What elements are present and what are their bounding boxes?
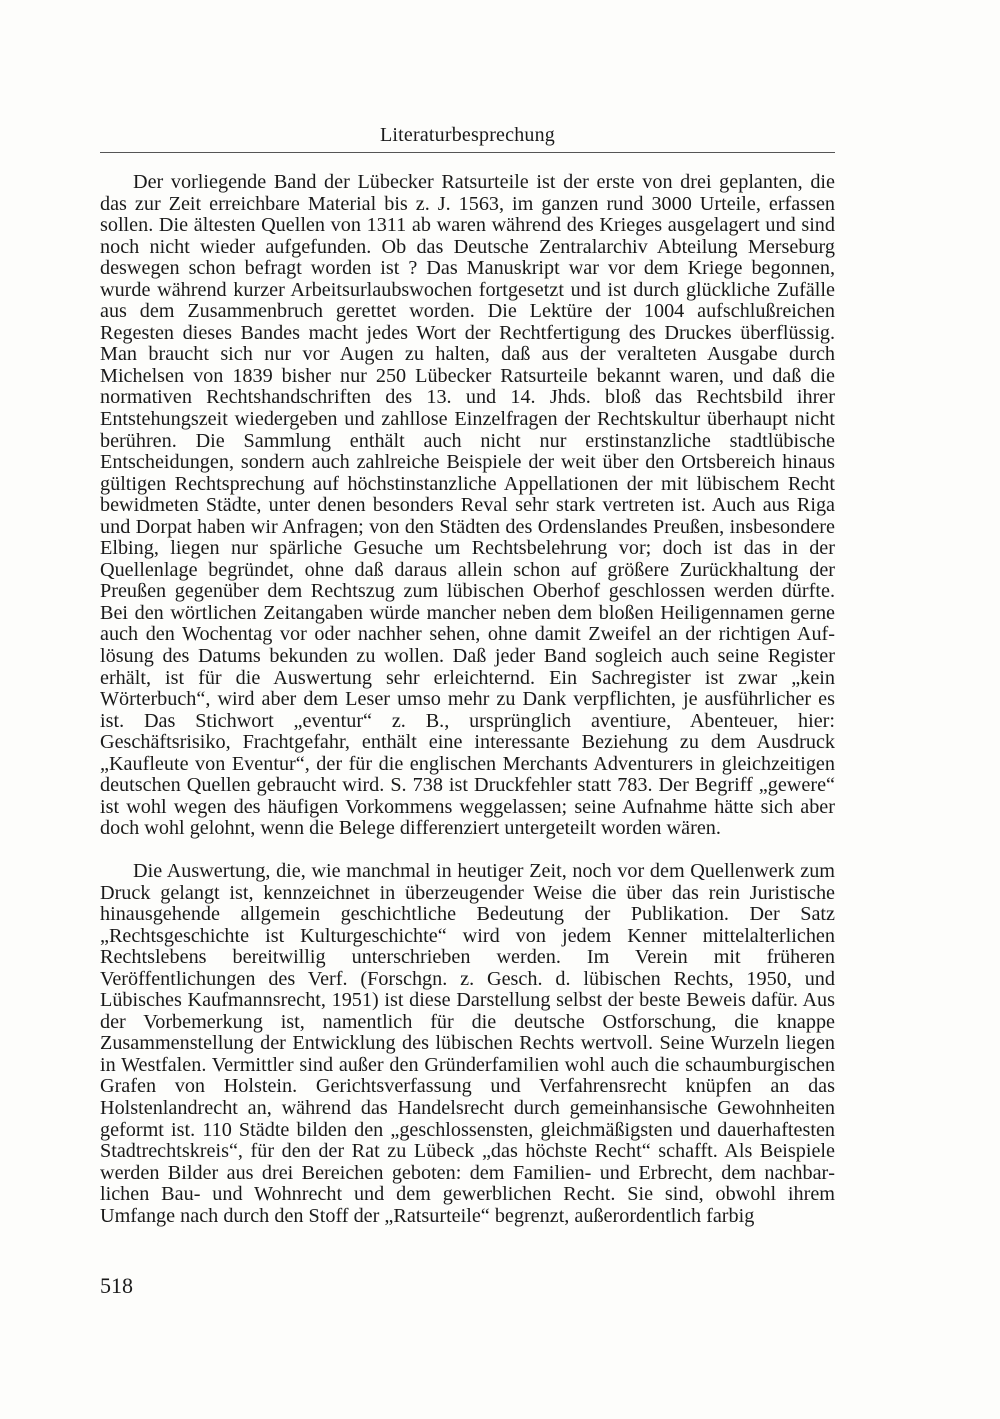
body-text [100, 172, 835, 1227]
running-head: Literaturbesprechung [379, 124, 556, 146]
header-rule [100, 152, 835, 153]
paragraph-2: Die Auswertung, die, wie manchmal in heutiger Zeit, noch vor dem Quellenwerk zum Druck gelangt ist, kennzeichnet in überzeugender Weise die über das rein Juristische hinausgehende allgemein geschichtliche Bedeutung der Publikation. Der Satz „Rechtsgeschichte ist Kulturgeschichte“ wird von jedem Kenner mittelalterlichen Rechtslebens bereitwillig unterschrieben werden. Im Verein mit früheren Veröffentlichungen des Verf. (Forschgn. z. Gesch. d. lübischen Rechts, 1950, und Lübisches Kaufmannsrecht, 1951) ist diese Darstellung selbst der beste Beweis dafür. Aus der Vorbemerkung ist, namentlich für die deutsche Ostforschung, die knappe Zusammenstellung der Entwicklung des lübischen Rechts wertvoll. Seine Wurzeln liegen in Westfalen. Vermittler sind außer den Gründerfamilien wohl auch die schaumburgischen Grafen von Holstein. Gerichtsverfassung und Verfahrensrecht knüpfen an das Holstenlandrecht an, während das Handelsrecht durch gemeinhansische Gewohnheiten geformt ist. 110 Städte bilden den „geschlossensten, gleichmäßigsten und dauerhaftesten Stadtrechtskreis“, für den der Rat zu Lübeck „das höchste Recht“ schafft. Als Beispiele werden Bilder aus drei Bereichen geboten: dem Familien- und Erbrecht, dem nachbarlichen Bau- und Wohnrecht und dem gewerblichen Recht. Sie sind, obwohl ihrem Umfange nach durch den Stoff der „Ratsurteile“ begrenzt, außerordentlich farbig [100, 859, 835, 1227]
page-number: 518 [100, 1273, 133, 1298]
paragraph-1: Der vorliegende Band der Lübecker Ratsurteile ist der erste von drei geplanten, die das zur Zeit erreichbare Material bis z. J. 1563, im ganzen rund 3000 Urteile, erfassen sollen. Die ältesten Quellen von 1311 ab waren während des Krieges ausgelagert und sind noch nicht wieder aufgefunden. Ob das Deutsche Zentralarchiv Abteilung Merseburg deswegen schon befragt worden ist ? Das Manuskript war vor dem Kriege begonnen, wurde während kurzer Arbeitsurlaubswochen fortgesetzt und ist durch glückliche Zufälle aus dem Zusammenbruch gerettet worden. Die Lektüre der 1004 aufschlußreichen Regesten dieses Bandes macht jedes Wort der Rechtfertigung des Druckes überflüssig. Man braucht sich nur vor Augen zu halten, daß aus der veralteten Ausgabe durch Michelsen von 1839 bisher nur 250 Lübecker Ratsurteile bekannt waren, und daß die normativen Rechtshandschriften des 13. und 14. Jhds. bloß das Rechtsbild ihrer Entstehungszeit wiedergeben und zahllose Einzelfragen der Rechtskultur überhaupt nicht berühren. Die Sammlung enthält auch nicht nur erstinstanzliche stadtlübische Entscheidungen, sondern auch zahlreiche Beispiele der weit über den Ortsbereich hinaus gültigen Rechtsprechung auf höchstinstanzliche Appellationen der mit lübischem Recht bewidmeten Städte, unter denen besonders Reval sehr stark vertreten ist. Auch aus Riga und Dorpat haben wir Anfragen; von den Städten des Ordenslandes Preußen, insbesondere Elbing, liegen nur spärliche Gesuche um Rechtsbelehrung vor; doch ist das in der Quellenlage begründet, ohne daß daraus allein schon auf größere Zurückhaltung der Preußen gegenüber dem Rechtszug zum lübischen Oberhof geschlossen werden dürfte. Bei den wörtlichen Zeitangaben würde mancher neben dem bloßen Heiligennamen gerne auch den Wochentag vor oder nachher sehen, ohne damit Zweifel an der richtigen Auflösung des Datums bekunden zu wollen. Daß jeder Band sogleich auch seine Register erhält, ist für die Auswertung sehr erleichternd. Ein Sachregister ist zwar „kein Wörterbuch“, wird aber dem Leser umso mehr zu Dank verpflichten, je ausführlicher es ist. Das Stichwort „eventur“ z. B., ursprünglich aventiure, Abenteuer, hier: Geschäftsrisiko, Frachtgefahr, enthält eine interessante Beziehung zu dem Ausdruck „Kaufleute von Eventur“, der für die englischen Merchants Adventurers in gleichzeitigen deutschen Quellen gebraucht wird. S. 738 ist Druckfehler statt 783. Der Begriff „gewere“ ist wohl wegen des häufigen Vorkommens weggelassen; seine Aufnahme hätte sich aber doch wohl gelohnt, wenn die Belege differenziert untergeteilt worden wären. [100, 171, 835, 840]
